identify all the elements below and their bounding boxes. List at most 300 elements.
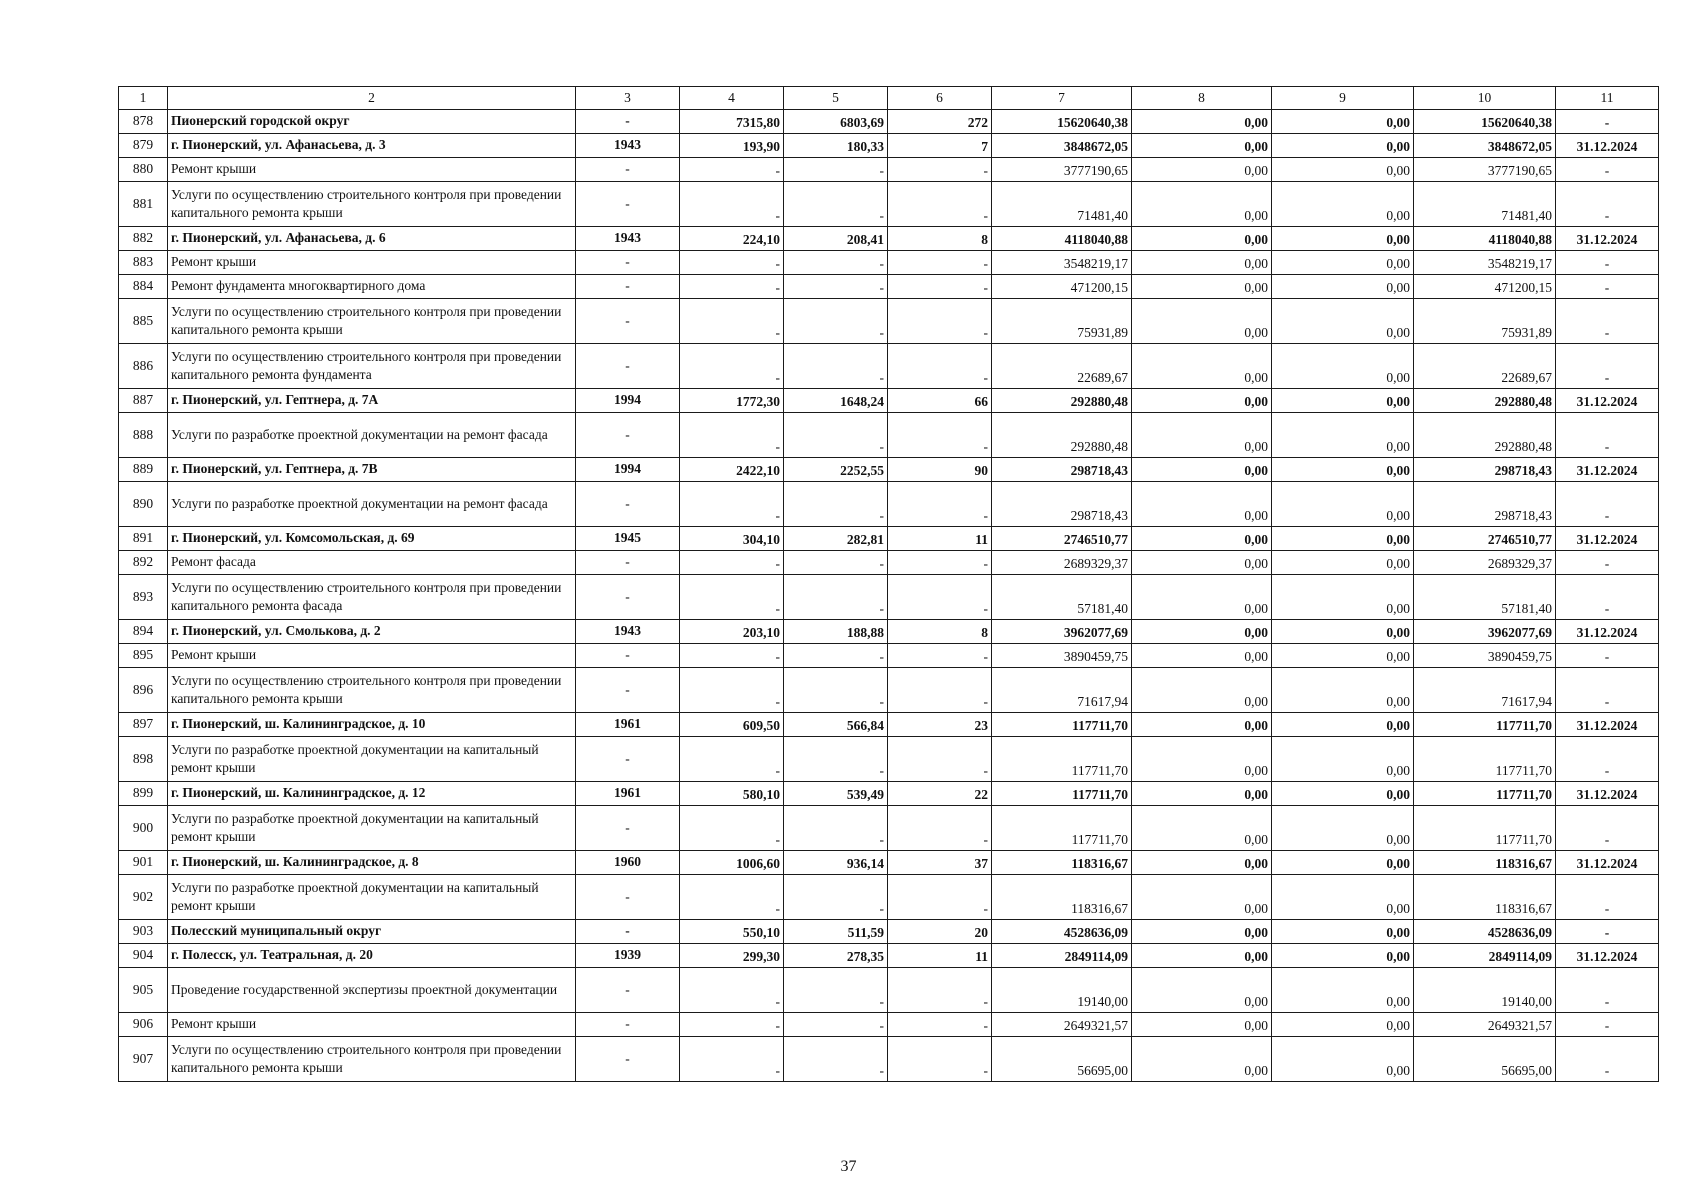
table-row (119, 413, 1659, 458)
table-row (119, 644, 1659, 668)
residents-cell: - (888, 644, 992, 668)
cost-owners-cell: 57181,40 (1414, 575, 1556, 620)
item-name: Услуги по разработке проектной документации на ремонт фасада (168, 413, 576, 458)
area-living-cell: 2252,55 (784, 458, 888, 482)
cost-budget-cell: 0,00 (1272, 110, 1414, 134)
area-total-cell: 580,10 (680, 782, 784, 806)
item-name: г. Пионерский, ул. Афанасьева, д. 3 (168, 134, 576, 158)
cost-budget-cell: 0,00 (1272, 413, 1414, 458)
cost-owners-cell: 19140,00 (1414, 968, 1556, 1013)
cost-owners-cell: 118316,67 (1414, 875, 1556, 920)
row-number: 888 (119, 413, 168, 458)
cost-fund-cell: 0,00 (1132, 110, 1272, 134)
item-name: Ремонт крыши (168, 644, 576, 668)
year-cell: - (576, 668, 680, 713)
year-cell: - (576, 158, 680, 182)
year-cell: 1943 (576, 620, 680, 644)
table-row (119, 110, 1659, 134)
year-cell: - (576, 968, 680, 1013)
area-total-cell: 1006,60 (680, 851, 784, 875)
deadline-cell: 31.12.2024 (1556, 389, 1659, 413)
row-number: 878 (119, 110, 168, 134)
year-cell: - (576, 275, 680, 299)
cost-fund-cell: 0,00 (1132, 134, 1272, 158)
cost-fund-cell: 0,00 (1132, 644, 1272, 668)
deadline-cell: 31.12.2024 (1556, 458, 1659, 482)
item-name: г. Пионерский, ш. Калининградское, д. 12 (168, 782, 576, 806)
cost-fund-cell: 0,00 (1132, 551, 1272, 575)
cost-budget-cell: 0,00 (1272, 1037, 1414, 1082)
cost-fund-cell: 0,00 (1132, 182, 1272, 227)
deadline-cell: - (1556, 251, 1659, 275)
cost-fund-cell: 0,00 (1132, 851, 1272, 875)
cost-owners-cell: 117711,70 (1414, 782, 1556, 806)
area-living-cell: - (784, 668, 888, 713)
deadline-cell: - (1556, 875, 1659, 920)
table-row (119, 344, 1659, 389)
area-total-cell: - (680, 551, 784, 575)
area-living-cell: - (784, 737, 888, 782)
cost-budget-cell: 0,00 (1272, 182, 1414, 227)
residents-cell: - (888, 275, 992, 299)
year-cell: - (576, 644, 680, 668)
residents-cell: 7 (888, 134, 992, 158)
year-cell: 1961 (576, 713, 680, 737)
residents-cell: - (888, 158, 992, 182)
item-name: Услуги по разработке проектной документации на капитальный ремонт крыши (168, 875, 576, 920)
table-row (119, 227, 1659, 251)
table-row (119, 158, 1659, 182)
area-total-cell: 203,10 (680, 620, 784, 644)
item-name: г. Пионерский, ш. Калининградское, д. 10 (168, 713, 576, 737)
cost-total-cell: 117711,70 (992, 806, 1132, 851)
cost-fund-cell: 0,00 (1132, 1037, 1272, 1082)
year-cell: - (576, 251, 680, 275)
residents-cell: 20 (888, 920, 992, 944)
year-cell: 1961 (576, 782, 680, 806)
year-cell: 1945 (576, 527, 680, 551)
area-living-cell: 566,84 (784, 713, 888, 737)
row-number: 897 (119, 713, 168, 737)
area-living-cell: 1648,24 (784, 389, 888, 413)
area-total-cell: - (680, 668, 784, 713)
cost-total-cell: 57181,40 (992, 575, 1132, 620)
cost-owners-cell: 292880,48 (1414, 389, 1556, 413)
table-body (119, 110, 1659, 1082)
cost-owners-cell: 117711,70 (1414, 806, 1556, 851)
residents-cell: 22 (888, 782, 992, 806)
row-number: 882 (119, 227, 168, 251)
column-header: 3 (576, 87, 680, 110)
cost-budget-cell: 0,00 (1272, 851, 1414, 875)
capital-repair-table (118, 86, 1659, 1082)
table-row (119, 575, 1659, 620)
area-living-cell: 6803,69 (784, 110, 888, 134)
area-total-cell: - (680, 968, 784, 1013)
area-total-cell: - (680, 344, 784, 389)
deadline-cell: - (1556, 575, 1659, 620)
table-row (119, 944, 1659, 968)
item-name: Услуги по осуществлению строительного контроля при проведении капитального ремонта фасада (168, 575, 576, 620)
residents-cell: 23 (888, 713, 992, 737)
cost-owners-cell: 471200,15 (1414, 275, 1556, 299)
cost-budget-cell: 0,00 (1272, 782, 1414, 806)
item-name: г. Пионерский, ул. Комсомольская, д. 69 (168, 527, 576, 551)
year-cell: - (576, 1037, 680, 1082)
deadline-cell: - (1556, 182, 1659, 227)
year-cell: - (576, 806, 680, 851)
cost-total-cell: 71617,94 (992, 668, 1132, 713)
row-number: 901 (119, 851, 168, 875)
row-number: 885 (119, 299, 168, 344)
cost-fund-cell: 0,00 (1132, 527, 1272, 551)
area-living-cell: 539,49 (784, 782, 888, 806)
cost-fund-cell: 0,00 (1132, 251, 1272, 275)
deadline-cell: - (1556, 1013, 1659, 1037)
area-total-cell: 2422,10 (680, 458, 784, 482)
table-row (119, 737, 1659, 782)
cost-fund-cell: 0,00 (1132, 275, 1272, 299)
area-living-cell: 188,88 (784, 620, 888, 644)
item-name: Услуги по осуществлению строительного контроля при проведении капитального ремонта крыши (168, 668, 576, 713)
year-cell: - (576, 344, 680, 389)
row-number: 886 (119, 344, 168, 389)
cost-fund-cell: 0,00 (1132, 806, 1272, 851)
area-total-cell: - (680, 482, 784, 527)
cost-owners-cell: 2849114,09 (1414, 944, 1556, 968)
table-row (119, 389, 1659, 413)
cost-total-cell: 3890459,75 (992, 644, 1132, 668)
area-living-cell: - (784, 806, 888, 851)
item-name: г. Пионерский, ш. Калининградское, д. 8 (168, 851, 576, 875)
area-total-cell: - (680, 275, 784, 299)
cost-fund-cell: 0,00 (1132, 1013, 1272, 1037)
cost-total-cell: 19140,00 (992, 968, 1132, 1013)
area-total-cell: - (680, 737, 784, 782)
cost-budget-cell: 0,00 (1272, 668, 1414, 713)
deadline-cell: - (1556, 275, 1659, 299)
deadline-cell: - (1556, 968, 1659, 1013)
year-cell: - (576, 551, 680, 575)
deadline-cell: - (1556, 668, 1659, 713)
area-living-cell: 282,81 (784, 527, 888, 551)
table-row (119, 968, 1659, 1013)
cost-budget-cell: 0,00 (1272, 227, 1414, 251)
residents-cell: - (888, 482, 992, 527)
table-row (119, 875, 1659, 920)
cost-budget-cell: 0,00 (1272, 551, 1414, 575)
area-total-cell: - (680, 413, 784, 458)
table-row (119, 851, 1659, 875)
row-number: 904 (119, 944, 168, 968)
cost-budget-cell: 0,00 (1272, 575, 1414, 620)
cost-fund-cell: 0,00 (1132, 344, 1272, 389)
residents-cell: - (888, 251, 992, 275)
deadline-cell: 31.12.2024 (1556, 851, 1659, 875)
cost-total-cell: 2689329,37 (992, 551, 1132, 575)
cost-fund-cell: 0,00 (1132, 737, 1272, 782)
cost-fund-cell: 0,00 (1132, 575, 1272, 620)
year-cell: - (576, 875, 680, 920)
area-living-cell: - (784, 275, 888, 299)
cost-total-cell: 118316,67 (992, 875, 1132, 920)
year-cell: 1939 (576, 944, 680, 968)
residents-cell: 11 (888, 944, 992, 968)
area-living-cell: 511,59 (784, 920, 888, 944)
column-header: 2 (168, 87, 576, 110)
area-living-cell: 180,33 (784, 134, 888, 158)
area-living-cell: - (784, 344, 888, 389)
cost-budget-cell: 0,00 (1272, 134, 1414, 158)
cost-total-cell: 298718,43 (992, 482, 1132, 527)
cost-budget-cell: 0,00 (1272, 806, 1414, 851)
item-name: г. Пионерский, ул. Гептнера, д. 7А (168, 389, 576, 413)
row-number: 892 (119, 551, 168, 575)
row-number: 896 (119, 668, 168, 713)
cost-total-cell: 75931,89 (992, 299, 1132, 344)
item-name: г. Пионерский, ул. Афанасьева, д. 6 (168, 227, 576, 251)
cost-budget-cell: 0,00 (1272, 158, 1414, 182)
cost-total-cell: 3962077,69 (992, 620, 1132, 644)
row-number: 883 (119, 251, 168, 275)
item-name: Ремонт крыши (168, 158, 576, 182)
table-row (119, 251, 1659, 275)
cost-budget-cell: 0,00 (1272, 644, 1414, 668)
cost-total-cell: 471200,15 (992, 275, 1132, 299)
cost-budget-cell: 0,00 (1272, 620, 1414, 644)
cost-fund-cell: 0,00 (1132, 227, 1272, 251)
year-cell: - (576, 299, 680, 344)
cost-fund-cell: 0,00 (1132, 158, 1272, 182)
area-total-cell: - (680, 806, 784, 851)
cost-budget-cell: 0,00 (1272, 482, 1414, 527)
cost-owners-cell: 117711,70 (1414, 737, 1556, 782)
cost-budget-cell: 0,00 (1272, 944, 1414, 968)
cost-budget-cell: 0,00 (1272, 458, 1414, 482)
cost-fund-cell: 0,00 (1132, 389, 1272, 413)
table-row (119, 299, 1659, 344)
cost-owners-cell: 15620640,38 (1414, 110, 1556, 134)
residents-cell: - (888, 299, 992, 344)
residents-cell: - (888, 668, 992, 713)
residents-cell: - (888, 551, 992, 575)
item-name: Ремонт фасада (168, 551, 576, 575)
cost-fund-cell: 0,00 (1132, 299, 1272, 344)
area-total-cell: 193,90 (680, 134, 784, 158)
cost-owners-cell: 3777190,65 (1414, 158, 1556, 182)
deadline-cell: - (1556, 299, 1659, 344)
table-row (119, 806, 1659, 851)
row-number: 884 (119, 275, 168, 299)
area-total-cell: - (680, 158, 784, 182)
item-name: Услуги по осуществлению строительного контроля при проведении капитального ремонта крыши (168, 182, 576, 227)
column-header: 4 (680, 87, 784, 110)
cost-owners-cell: 298718,43 (1414, 458, 1556, 482)
cost-fund-cell: 0,00 (1132, 944, 1272, 968)
row-number: 905 (119, 968, 168, 1013)
row-number: 880 (119, 158, 168, 182)
cost-owners-cell: 118316,67 (1414, 851, 1556, 875)
table-row (119, 713, 1659, 737)
item-name: Услуги по осуществлению строительного контроля при проведении капитального ремонта фундамента (168, 344, 576, 389)
deadline-cell: 31.12.2024 (1556, 527, 1659, 551)
cost-total-cell: 118316,67 (992, 851, 1132, 875)
area-living-cell: 278,35 (784, 944, 888, 968)
area-living-cell: - (784, 158, 888, 182)
area-living-cell: - (784, 1013, 888, 1037)
area-living-cell: - (784, 575, 888, 620)
deadline-cell: - (1556, 644, 1659, 668)
row-number: 898 (119, 737, 168, 782)
table-row (119, 134, 1659, 158)
cost-total-cell: 2746510,77 (992, 527, 1132, 551)
cost-budget-cell: 0,00 (1272, 275, 1414, 299)
item-name: г. Пионерский, ул. Смолькова, д. 2 (168, 620, 576, 644)
year-cell: - (576, 575, 680, 620)
deadline-cell: 31.12.2024 (1556, 782, 1659, 806)
cost-owners-cell: 4528636,09 (1414, 920, 1556, 944)
cost-owners-cell: 292880,48 (1414, 413, 1556, 458)
row-number: 887 (119, 389, 168, 413)
area-total-cell: - (680, 1037, 784, 1082)
row-number: 900 (119, 806, 168, 851)
area-total-cell: - (680, 1013, 784, 1037)
row-number: 893 (119, 575, 168, 620)
cost-total-cell: 3848672,05 (992, 134, 1132, 158)
area-total-cell: 224,10 (680, 227, 784, 251)
cost-budget-cell: 0,00 (1272, 299, 1414, 344)
cost-fund-cell: 0,00 (1132, 620, 1272, 644)
year-cell: - (576, 1013, 680, 1037)
cost-fund-cell: 0,00 (1132, 875, 1272, 920)
deadline-cell: - (1556, 551, 1659, 575)
cost-total-cell: 2849114,09 (992, 944, 1132, 968)
cost-budget-cell: 0,00 (1272, 389, 1414, 413)
cost-total-cell: 71481,40 (992, 182, 1132, 227)
row-number: 879 (119, 134, 168, 158)
row-number: 894 (119, 620, 168, 644)
cost-owners-cell: 2689329,37 (1414, 551, 1556, 575)
cost-budget-cell: 0,00 (1272, 713, 1414, 737)
item-name: г. Пионерский, ул. Гептнера, д. 7В (168, 458, 576, 482)
row-number: 903 (119, 920, 168, 944)
cost-total-cell: 117711,70 (992, 782, 1132, 806)
column-header: 1 (119, 87, 168, 110)
cost-owners-cell: 4118040,88 (1414, 227, 1556, 251)
cost-total-cell: 292880,48 (992, 389, 1132, 413)
deadline-cell: - (1556, 158, 1659, 182)
area-living-cell: - (784, 551, 888, 575)
area-total-cell: 304,10 (680, 527, 784, 551)
cost-owners-cell: 75931,89 (1414, 299, 1556, 344)
cost-budget-cell: 0,00 (1272, 968, 1414, 1013)
item-name: Ремонт крыши (168, 251, 576, 275)
cost-budget-cell: 0,00 (1272, 344, 1414, 389)
residents-cell: - (888, 806, 992, 851)
cost-budget-cell: 0,00 (1272, 920, 1414, 944)
item-name: Услуги по осуществлению строительного контроля при проведении капитального ремонта крыши (168, 1037, 576, 1082)
area-total-cell: 1772,30 (680, 389, 784, 413)
residents-cell: 272 (888, 110, 992, 134)
residents-cell: 37 (888, 851, 992, 875)
area-total-cell: 299,30 (680, 944, 784, 968)
row-number: 895 (119, 644, 168, 668)
table-row (119, 482, 1659, 527)
table-row (119, 668, 1659, 713)
header-row (119, 87, 1659, 110)
year-cell: 1943 (576, 227, 680, 251)
column-header: 9 (1272, 87, 1414, 110)
deadline-cell: - (1556, 806, 1659, 851)
area-total-cell: - (680, 575, 784, 620)
cost-total-cell: 3777190,65 (992, 158, 1132, 182)
cost-owners-cell: 298718,43 (1414, 482, 1556, 527)
year-cell: 1943 (576, 134, 680, 158)
residents-cell: - (888, 968, 992, 1013)
year-cell: - (576, 182, 680, 227)
table-row (119, 182, 1659, 227)
cost-fund-cell: 0,00 (1132, 782, 1272, 806)
cost-owners-cell: 56695,00 (1414, 1037, 1556, 1082)
row-number: 890 (119, 482, 168, 527)
table-row (119, 782, 1659, 806)
table-row (119, 920, 1659, 944)
table-row (119, 620, 1659, 644)
residents-cell: - (888, 413, 992, 458)
year-cell: - (576, 110, 680, 134)
deadline-cell: - (1556, 344, 1659, 389)
item-name: Ремонт крыши (168, 1013, 576, 1037)
cost-fund-cell: 0,00 (1132, 413, 1272, 458)
page-number: 37 (840, 1158, 857, 1175)
area-living-cell: - (784, 875, 888, 920)
residents-cell: - (888, 737, 992, 782)
cost-budget-cell: 0,00 (1272, 527, 1414, 551)
residents-cell: - (888, 182, 992, 227)
area-total-cell: - (680, 644, 784, 668)
cost-owners-cell: 2649321,57 (1414, 1013, 1556, 1037)
year-cell: 1994 (576, 458, 680, 482)
register-sheet (118, 86, 1658, 1082)
deadline-cell: - (1556, 482, 1659, 527)
residents-cell: 8 (888, 620, 992, 644)
cost-total-cell: 298718,43 (992, 458, 1132, 482)
row-number: 899 (119, 782, 168, 806)
table-row (119, 275, 1659, 299)
deadline-cell: - (1556, 920, 1659, 944)
area-total-cell: - (680, 251, 784, 275)
residents-cell: 8 (888, 227, 992, 251)
year-cell: - (576, 482, 680, 527)
area-living-cell: - (784, 1037, 888, 1082)
area-living-cell: - (784, 644, 888, 668)
cost-total-cell: 3548219,17 (992, 251, 1132, 275)
area-total-cell: 609,50 (680, 713, 784, 737)
residents-cell: 11 (888, 527, 992, 551)
area-total-cell: 7315,80 (680, 110, 784, 134)
residents-cell: - (888, 344, 992, 389)
deadline-cell: - (1556, 110, 1659, 134)
item-name: Полесский муниципальный округ (168, 920, 576, 944)
column-header: 8 (1132, 87, 1272, 110)
cost-total-cell: 4528636,09 (992, 920, 1132, 944)
cost-budget-cell: 0,00 (1272, 251, 1414, 275)
row-number: 907 (119, 1037, 168, 1082)
area-living-cell: - (784, 299, 888, 344)
deadline-cell: - (1556, 413, 1659, 458)
residents-cell: - (888, 1013, 992, 1037)
row-number: 881 (119, 182, 168, 227)
